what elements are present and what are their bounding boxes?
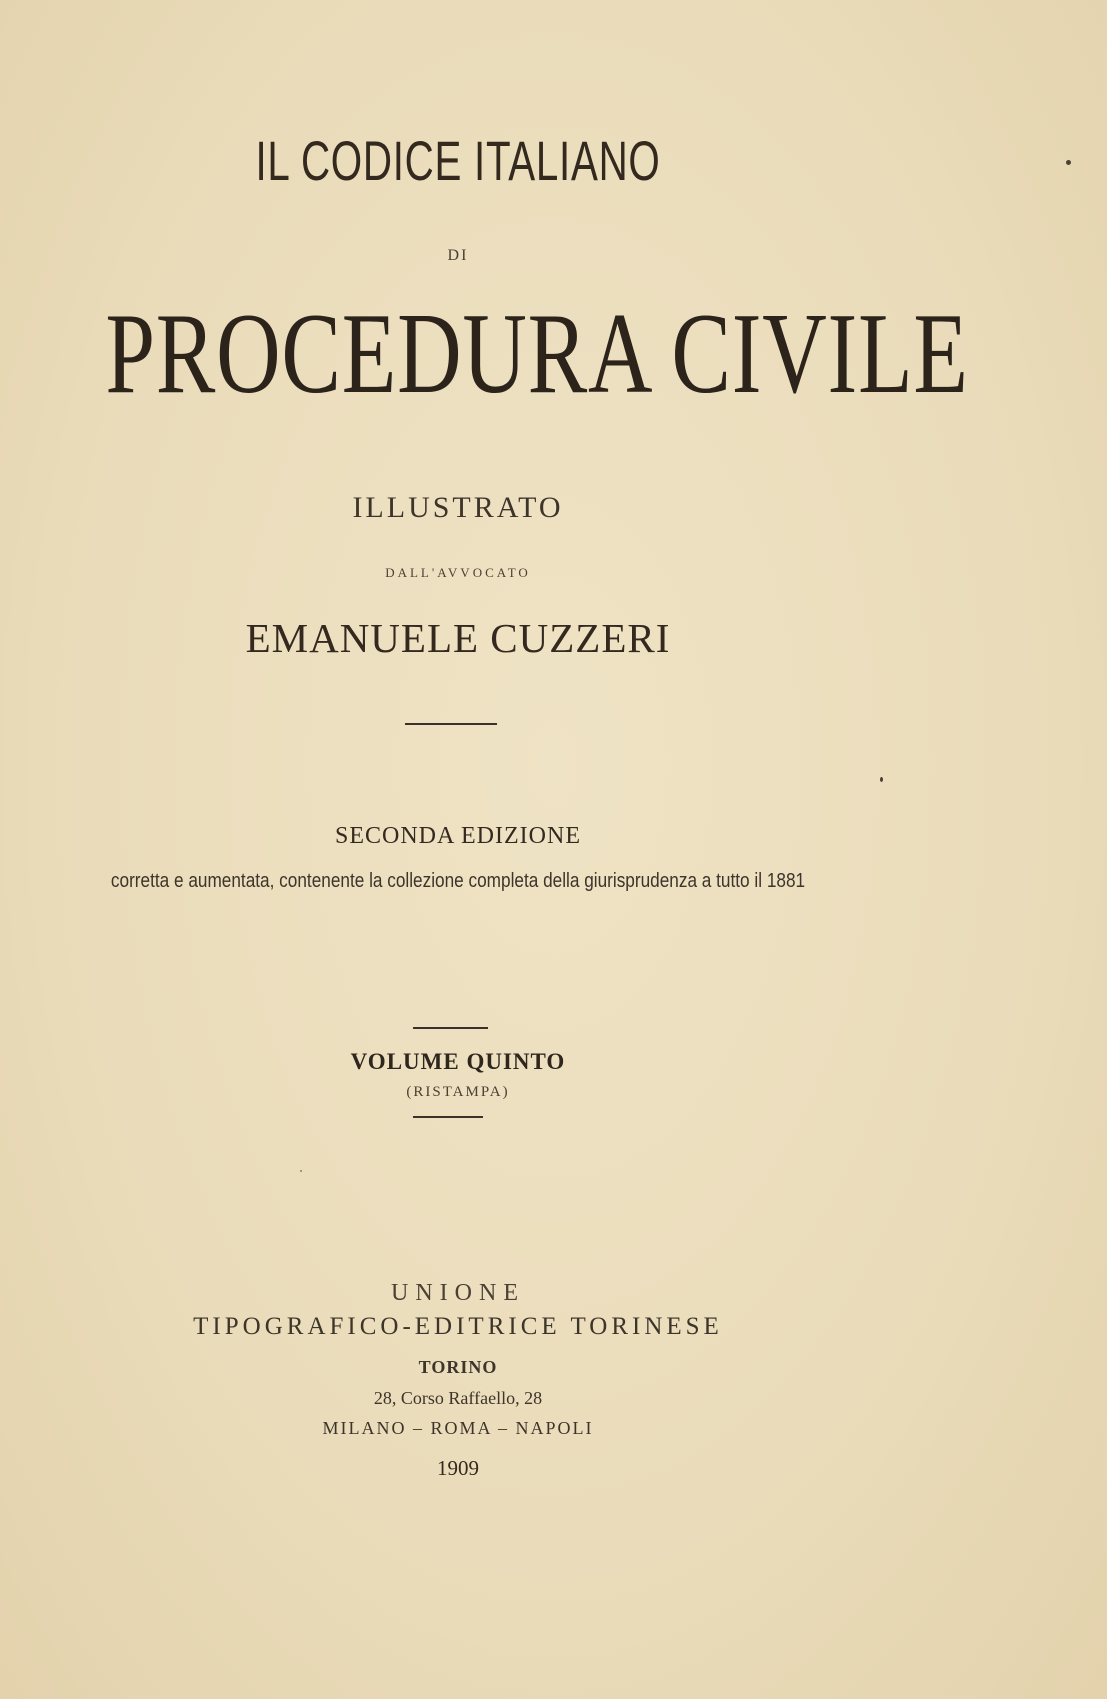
title-top: IL CODICE ITALIANO [255, 129, 661, 192]
title-di: DI [447, 247, 469, 264]
edition-label: SECONDA EDIZIONE [335, 823, 581, 849]
by-lawyer-label: DALL'AVVOCATO [385, 565, 531, 580]
edition-note: corretta e aumentata, contenente la collezione completa della giurisprudenza a tutto il 1881 [110, 870, 806, 892]
author-name: EMANUELE CUZZERI [245, 615, 671, 661]
volume-label: VOLUME QUINTO [350, 1049, 566, 1074]
divider-rule [405, 723, 497, 725]
publication-year: 1909 [437, 1456, 479, 1480]
reprint-label: (RISTAMPA) [406, 1084, 510, 1100]
publisher-line-1: UNIONE [391, 1280, 525, 1306]
paper-speck [300, 1170, 302, 1172]
publisher-city: TORINO [418, 1357, 498, 1377]
publisher-cities: MILANO – ROMA – NAPOLI [322, 1418, 594, 1438]
volume-rule-top [413, 1027, 488, 1029]
illustrated-label: ILLUSTRATO [352, 491, 564, 524]
title-main: PROCEDURA CIVILE [105, 290, 969, 418]
publisher-line-2: TIPOGRAFICO-EDITRICE TORINESE [193, 1313, 723, 1340]
publisher-address: 28, Corso Raffaello, 28 [373, 1388, 543, 1408]
paper-speck [880, 777, 883, 782]
paper-speck [1066, 160, 1071, 165]
volume-rule-bottom [413, 1116, 483, 1118]
